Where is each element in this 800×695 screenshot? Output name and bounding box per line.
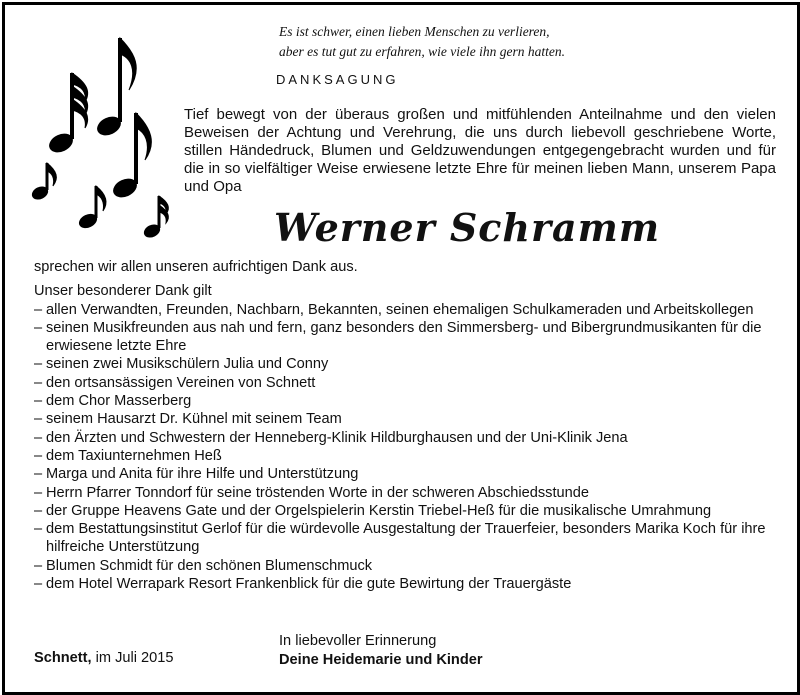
intro-text: Tief bewegt von der überaus großen und mitfühlenden Anteilnahme und den vielen Beweisen der Achtung und Verehrung, die uns durch liebevoll geschriebene Worte, stillen Händedruck, Blumen und Geldzuwendungen entgegengebracht wurden und für die in so vielfältiger Weise erwiesene letzte Ehre für meinen lieben Mann, unserem Papa und Opa xyxy=(184,106,776,195)
quote-line-2: aber es tut gut zu erfahren, wie viele ihn gern hatten. xyxy=(279,44,565,59)
signature: Deine Heidemarie und Kinder xyxy=(279,652,483,668)
date: im Juli 2015 xyxy=(91,650,174,666)
list-item: – Blumen Schmidt für den schönen Blumenschmuck xyxy=(34,557,373,574)
heading: DANKSAGUNG xyxy=(276,72,399,87)
list-item: – den ortsansässigen Vereinen von Schnett xyxy=(34,374,316,391)
list-item: – den Ärzten und Schwestern der Henneberg-Klinik Hildburghausen und der Uni-Klinik Jena xyxy=(34,429,628,446)
list-item: – seinem Hausarzt Dr. Kühnel mit seinem Team xyxy=(34,411,342,428)
memory-line: In liebevoller Erinnerung xyxy=(279,633,437,649)
list-item: – allen Verwandten, Freunden, Nachbarn, Bekannten, seinen ehemaligen Schulkameraden und Arbeitskollegen xyxy=(34,301,754,318)
quote-line-1: Es ist schwer, einen lieben Menschen zu verlieren, xyxy=(279,24,550,39)
list-item: – dem Chor Masserberg xyxy=(34,393,192,410)
list-item: – der Gruppe Heavens Gate und der Orgelspielerin Kerstin Triebel-Heß für die musikalische Umrahmung xyxy=(34,502,712,519)
special-thanks-line: Unser besonderer Dank gilt xyxy=(34,283,212,300)
thanks-list xyxy=(34,301,774,594)
list-item: – Herrn Pfarrer Tonndorf für seine tröstenden Worte in der schweren Abschiedsstunde xyxy=(34,484,589,501)
list-item: – seinen zwei Musikschülern Julia und Conny xyxy=(34,356,329,373)
thanks-line: sprechen wir allen unseren aufrichtigen Dank aus. xyxy=(34,259,358,275)
list-item: – dem Bestattungsinstitut Gerlof für die würdevolle Ausgestaltung der Trauerfeier, besonders Marika Koch für ihre hilfreiche Unterstützung xyxy=(34,521,766,556)
list-item: – seinen Musikfreunden aus nah und fern, ganz besonders den Simmersberg- und Bibergrundmusikanten für die erwiesene letzte Ehre xyxy=(34,319,762,355)
list-item: – dem Hotel Werrapark Resort Frankenblick für die gute Bewirtung der Trauergäste xyxy=(34,576,572,593)
music-notes-icon xyxy=(25,28,185,248)
quote xyxy=(279,22,565,62)
deceased-name: Werner Schramm xyxy=(274,205,661,250)
place-date xyxy=(34,650,174,666)
signature-block xyxy=(279,632,483,670)
list-item: – dem Taxiunternehmen Heß xyxy=(34,447,222,464)
list-item: – Marga und Anita für ihre Hilfe und Unterstützung xyxy=(34,466,359,483)
body-text xyxy=(34,258,774,593)
place: Schnett, xyxy=(34,650,92,666)
